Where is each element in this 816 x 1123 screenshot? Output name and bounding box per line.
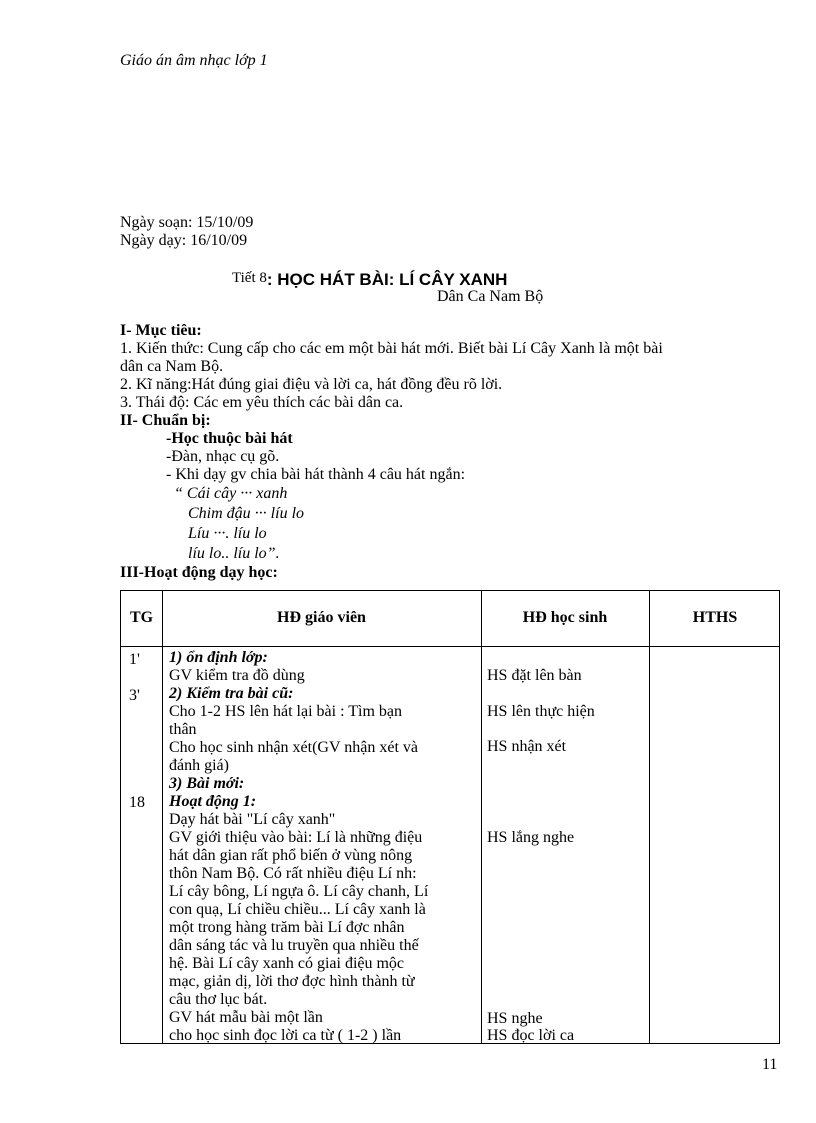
teacher-line: đánh giá): [169, 757, 229, 774]
teacher-line: 2) Kiểm tra bài cũ:: [169, 685, 294, 702]
teacher-line: hát dân gian rất phổ biến ở vùng nông: [169, 847, 413, 864]
teacher-line: mạc, giản dị, lời thơ đợc hình thành từ: [169, 973, 415, 990]
teacher-line: một trong hàng trăm bài Lí đợc nhân: [169, 919, 405, 936]
section-objectives-heading: I- Mục tiêu:: [120, 322, 202, 339]
lyric-line: Chim đậu ··· líu lo: [188, 505, 305, 522]
student-line: HS nghe: [487, 1010, 543, 1027]
lyric-line: Líu ···. líu lo: [188, 525, 267, 542]
student-line: HS đọc lời ca: [487, 1027, 575, 1044]
lesson-title-row: [232, 270, 507, 290]
lyric-line: “ Cái cây ··· xanh: [174, 485, 288, 502]
student-line: HS lắng nghe: [487, 829, 575, 846]
objective-line: dân ca Nam Bộ.: [120, 358, 224, 375]
student-line: HS đặt lên bàn: [487, 667, 582, 684]
column-header-student: HĐ học sinh: [522, 609, 608, 626]
teacher-line: hệ. Bài Lí cây xanh có giai điệu mộc: [169, 955, 405, 972]
lesson-title: : HỌC HÁT BÀI: LÍ CÂY XANH: [266, 270, 508, 289]
activities-table: [120, 590, 780, 1044]
teacher-line: thân: [169, 721, 197, 738]
preparation-item: -Đàn, nhạc cụ gõ.: [166, 448, 280, 465]
preparation-item: - Khi dạy gv chia bài hát thành 4 câu hát ngắn:: [166, 466, 466, 483]
objective-line: 3. Thái độ: Các em yêu thích các bài dân ca.: [120, 394, 404, 411]
teacher-line: 1) ổn định lớp:: [169, 649, 268, 666]
teacher-line: câu thơ lục bát.: [169, 991, 268, 1008]
teacher-line: GV giới thiệu vào bài: Lí là những điệu: [169, 829, 423, 846]
date-taught: Ngày dạy: 16/10/09: [120, 232, 248, 249]
time-cell: 3': [129, 687, 140, 704]
teacher-line: Cho học sinh nhận xét(GV nhận xét và: [169, 739, 418, 756]
column-divider: [649, 591, 650, 1043]
header-divider: [121, 646, 779, 647]
lesson-subtitle: Dân Ca Nam Bộ: [437, 288, 544, 305]
teacher-line: Hoạt động 1:: [169, 793, 257, 810]
preparation-item: -Học thuộc bài hát: [166, 430, 293, 447]
column-divider: [481, 591, 482, 1043]
teacher-activities: [169, 649, 479, 1045]
lyric-line: líu lo.. líu lo”.: [188, 545, 280, 562]
date-prepared: Ngày soạn: 15/10/09: [120, 214, 254, 231]
lesson-body: [120, 322, 790, 582]
section-preparation-heading: II- Chuẩn bị:: [120, 412, 211, 429]
page-header: Giáo án âm nhạc lớp 1: [120, 52, 268, 69]
teacher-line: Lí cây bông, Lí ngựa ô. Lí cây chanh, Lí: [169, 883, 429, 900]
teacher-line: thôn Nam Bộ. Có rất nhiều điệu Lí nh:: [169, 865, 417, 882]
time-cell: 1': [129, 651, 140, 668]
teacher-line: Dạy hát bài "Lí cây xanh": [169, 811, 336, 828]
column-header-tg: TG: [129, 609, 154, 626]
teacher-line: con quạ, Lí chiều chiều... Lí cây xanh là: [169, 901, 426, 918]
objective-line: 1. Kiến thức: Cung cấp cho các em một bài hát mới. Biết bài Lí Cây Xanh là một bài: [120, 340, 663, 357]
lesson-period: Tiết 8: [232, 270, 267, 286]
student-line: HS lên thực hiện: [487, 703, 595, 720]
section-activities-heading: III-Hoạt động dạy học:: [120, 564, 278, 581]
time-cell: 18: [129, 794, 145, 811]
student-line: HS nhận xét: [487, 738, 567, 755]
teacher-line: cho học sinh đọc lời ca từ ( 1-2 ) lần: [169, 1027, 402, 1044]
teacher-line: GV kiểm tra đồ dùng: [169, 667, 305, 684]
teacher-line: 3) Bài mới:: [169, 775, 245, 792]
objective-line: 2. Kĩ năng:Hát đúng giai điệu và lời ca, hát đồng đều rõ lời.: [120, 376, 503, 393]
page-number: 11: [762, 1056, 778, 1073]
teacher-line: dân sáng tác và lu truyền qua nhiều thế: [169, 937, 419, 954]
teacher-line: Cho 1-2 HS lên hát lại bài : Tìm bạn: [169, 703, 403, 720]
lesson-dates: [120, 214, 253, 250]
column-header-teacher: HĐ giáo viên: [277, 609, 366, 626]
teacher-line: GV hát mẫu bài một lần: [169, 1009, 323, 1026]
column-header-hths: HTHS: [692, 609, 738, 626]
column-divider: [162, 591, 163, 1043]
